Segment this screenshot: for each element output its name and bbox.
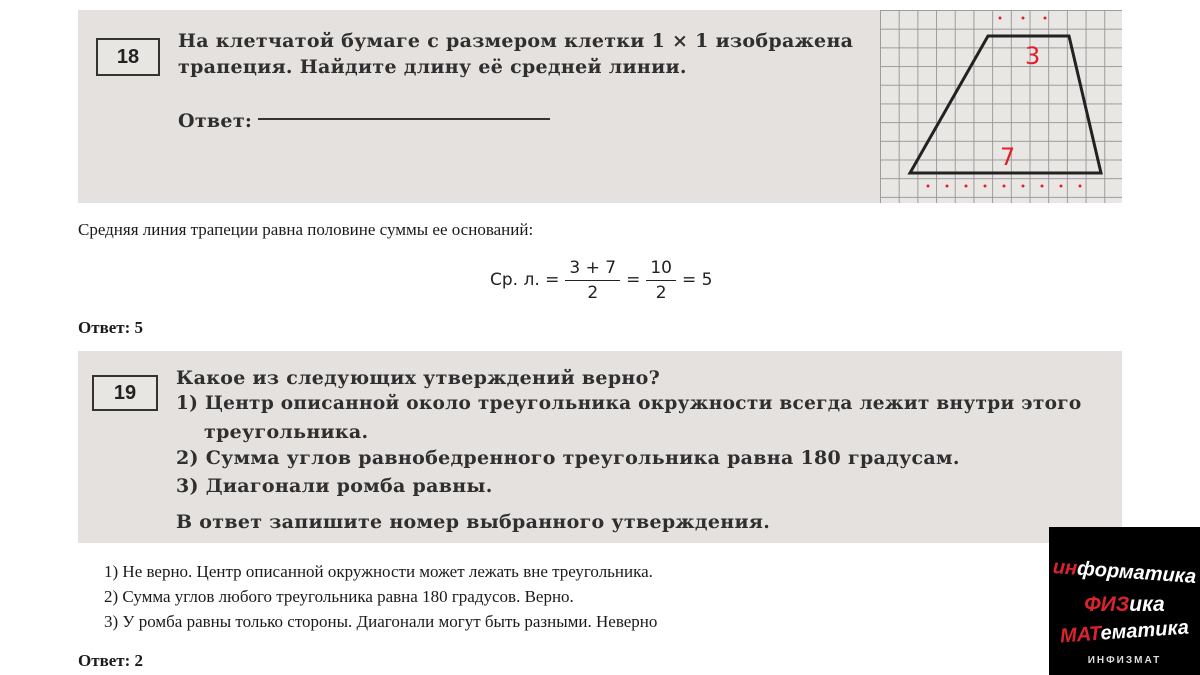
trapezoid-drawing bbox=[880, 10, 1122, 203]
task-18-text-line2: трапеция. Найдите длину её средней линии. bbox=[178, 56, 687, 78]
fraction-2-numerator: 10 bbox=[646, 258, 676, 281]
bottom-base-label: 7 bbox=[1000, 143, 1016, 171]
task-number-19: 19 bbox=[92, 375, 158, 411]
midline-formula bbox=[490, 253, 712, 307]
task-19-statement-1-line1: 1) Центр описанной около треугольника окружности всегда лежит внутри этого bbox=[176, 393, 1082, 414]
formula-equals: = bbox=[626, 270, 641, 290]
task-19-scan bbox=[78, 351, 1122, 543]
solution-18-answer: Ответ: 5 bbox=[78, 318, 144, 337]
formula-fraction-1 bbox=[565, 258, 620, 303]
task-19-statement-3: 3) Диагонали ромба равны. bbox=[176, 475, 493, 497]
task-number-18: 18 bbox=[96, 38, 160, 76]
task-19-statement-2: 2) Сумма углов равнобедренного треугольника равна 180 градусам. bbox=[176, 447, 960, 469]
solution-19-item-3: 3) У ромба равны только стороны. Диагонали могут быть разными. Неверно bbox=[104, 612, 658, 631]
logo-line-fizika: ФИЗика bbox=[1084, 593, 1165, 616]
task-18-scan bbox=[78, 10, 880, 203]
solution-19-answer: Ответ: 2 bbox=[78, 651, 144, 670]
logo-line-matematika: МАТематика bbox=[1059, 616, 1190, 648]
answer-blank-line bbox=[258, 118, 550, 120]
formula-lhs: Ср. л. = bbox=[490, 270, 560, 290]
task-19-statement-1-line2: треугольника. bbox=[204, 421, 369, 443]
fraction-1-denominator: 2 bbox=[587, 282, 599, 303]
top-base-label: 3 bbox=[1025, 42, 1041, 70]
infizmat-logo bbox=[1049, 527, 1200, 675]
task-18-answer-label: Ответ: bbox=[178, 110, 253, 132]
task-19-question: Какое из следующих утверждений верно? bbox=[176, 367, 661, 389]
logo-subtitle: ИНФИЗМАТ bbox=[1087, 655, 1162, 666]
trapezoid-grid-figure bbox=[880, 10, 1122, 203]
solution-19-item-2: 2) Сумма углов любого треугольника равна 180 градусов. Верно. bbox=[104, 587, 574, 606]
formula-fraction-2 bbox=[646, 258, 676, 303]
task-18-text-line1: На клетчатой бумаге с размером клетки 1 × 1 изображена bbox=[178, 30, 854, 52]
solution-18-explanation: Средняя линия трапеции равна половине суммы ее оснований: bbox=[78, 220, 534, 239]
logo-line-informatika: информатика bbox=[1052, 556, 1197, 588]
fraction-1-numerator: 3 + 7 bbox=[565, 258, 620, 281]
formula-result: = 5 bbox=[681, 270, 713, 290]
solution-19-item-1: 1) Не верно. Центр описанной окружности может лежать вне треугольника. bbox=[104, 562, 653, 581]
fraction-2-denominator: 2 bbox=[655, 282, 667, 303]
task-19-instruction: В ответ запишите номер выбранного утверждения. bbox=[176, 511, 771, 533]
